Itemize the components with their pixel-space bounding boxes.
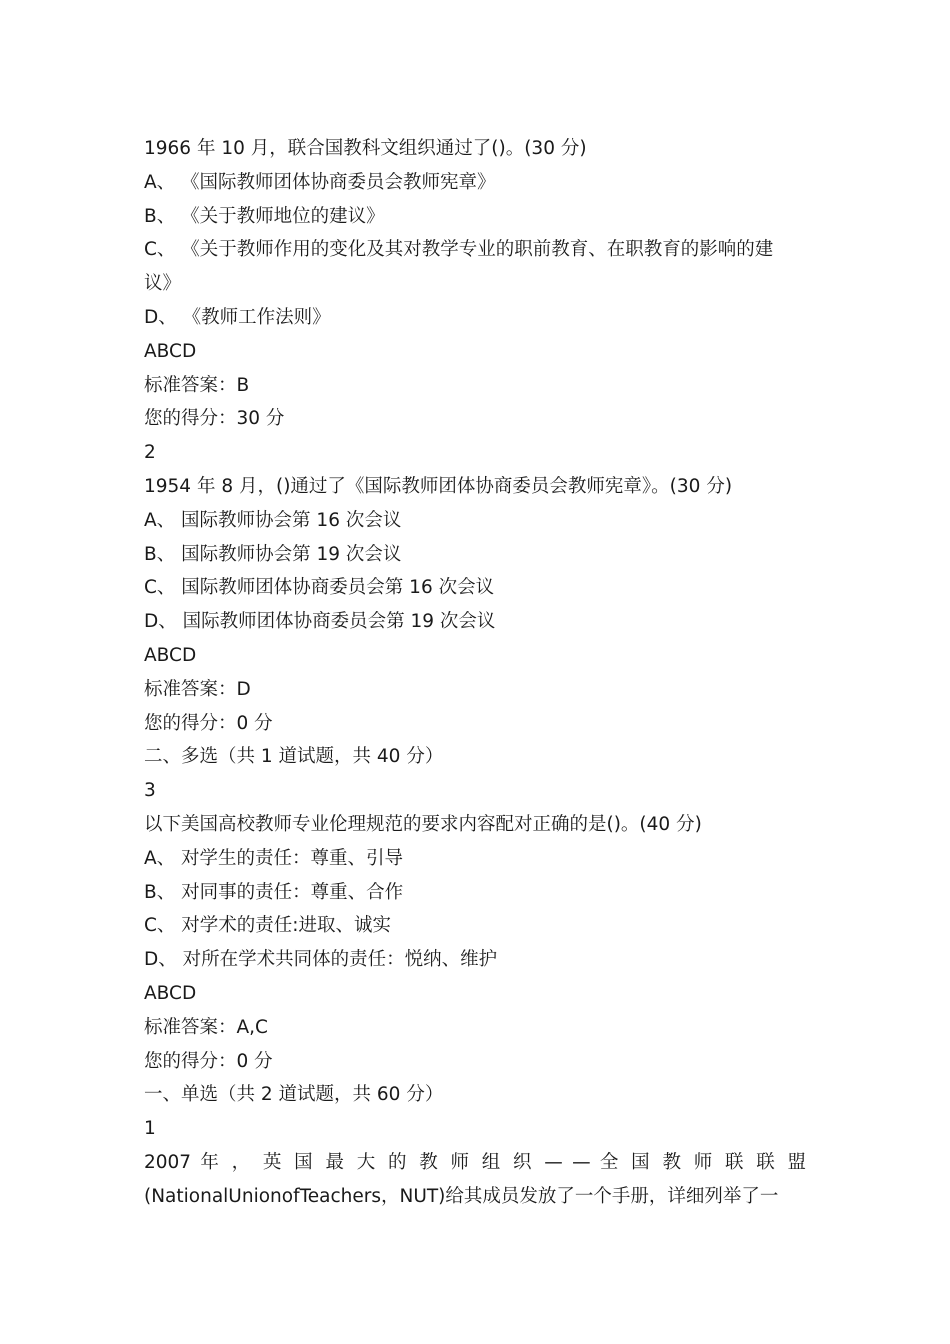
question-2-score: 您的得分：0 分 [144,712,273,734]
question-3-choices: ABCD [144,982,197,1004]
section-heading-single-choice: 一、单选（共 2 道试题，共 60 分） [144,1084,444,1106]
question-1-standard-answer: 标准答案：B [144,374,250,396]
question-4-stem-line-2: (NationalUnionofTeachers，NUT)给其成员发放了一个手册，详细列举了一 [144,1185,779,1207]
question-3-option-b: B、 对同事的责任：尊重、合作 [144,881,404,903]
question-4-number: 1 [144,1118,156,1140]
question-1-choices: ABCD [144,340,197,362]
section-heading-multiple-choice: 二、多选（共 1 道试题，共 40 分） [144,746,444,768]
question-2-standard-answer: 标准答案：D [144,678,251,700]
question-3-option-c: C、 对学术的责任:进取、诚实 [144,915,392,937]
question-1-option-a: A、 《国际教师团体协商委员会教师宪章》 [144,171,496,193]
question-2-stem: 1954 年 8 月，()通过了《国际教师团体协商委员会教师宪章》。(30 分) [144,475,733,497]
question-3-number: 3 [144,780,156,802]
question-2-option-a: A、 国际教师协会第 16 次会议 [144,509,402,531]
question-3-standard-answer: 标准答案：A,C [144,1016,268,1038]
question-4-stem-line-1: 2007 年 ， 英 国 最 大 的 教 师 组 织 — — 全 国 教 师 联 联 盟 [144,1151,806,1173]
question-1-option-c: C、 《关于教师作用的变化及其对教学专业的职前教育、在职教育的影响的建 [144,239,774,261]
question-2-option-d: D、 国际教师团体协商委员会第 19 次会议 [144,611,496,633]
question-1-option-c-continued: 议》 [144,273,182,295]
question-3-option-a: A、 对学生的责任：尊重、引导 [144,847,404,869]
question-1-stem: 1966 年 10 月，联合国教科文组织通过了()。(30 分) [144,138,587,159]
question-1-option-b: B、 《关于教师地位的建议》 [144,205,385,227]
question-2-option-b: B、 国际教师协会第 19 次会议 [144,543,402,565]
question-1-option-d: D、 《教师工作法则》 [144,306,331,328]
question-2-option-c: C、 国际教师团体协商委员会第 16 次会议 [144,577,495,599]
question-3-score: 您的得分：0 分 [144,1050,273,1072]
question-2-number: 2 [144,442,156,464]
question-2-choices: ABCD [144,644,197,666]
question-3-option-d: D、 对所在学术共同体的责任：悦纳、维护 [144,949,498,971]
question-3-stem: 以下美国高校教师专业伦理规范的要求内容配对正确的是()。(40 分) [144,813,702,835]
question-1-score: 您的得分：30 分 [144,408,285,430]
document-body [144,132,806,1214]
